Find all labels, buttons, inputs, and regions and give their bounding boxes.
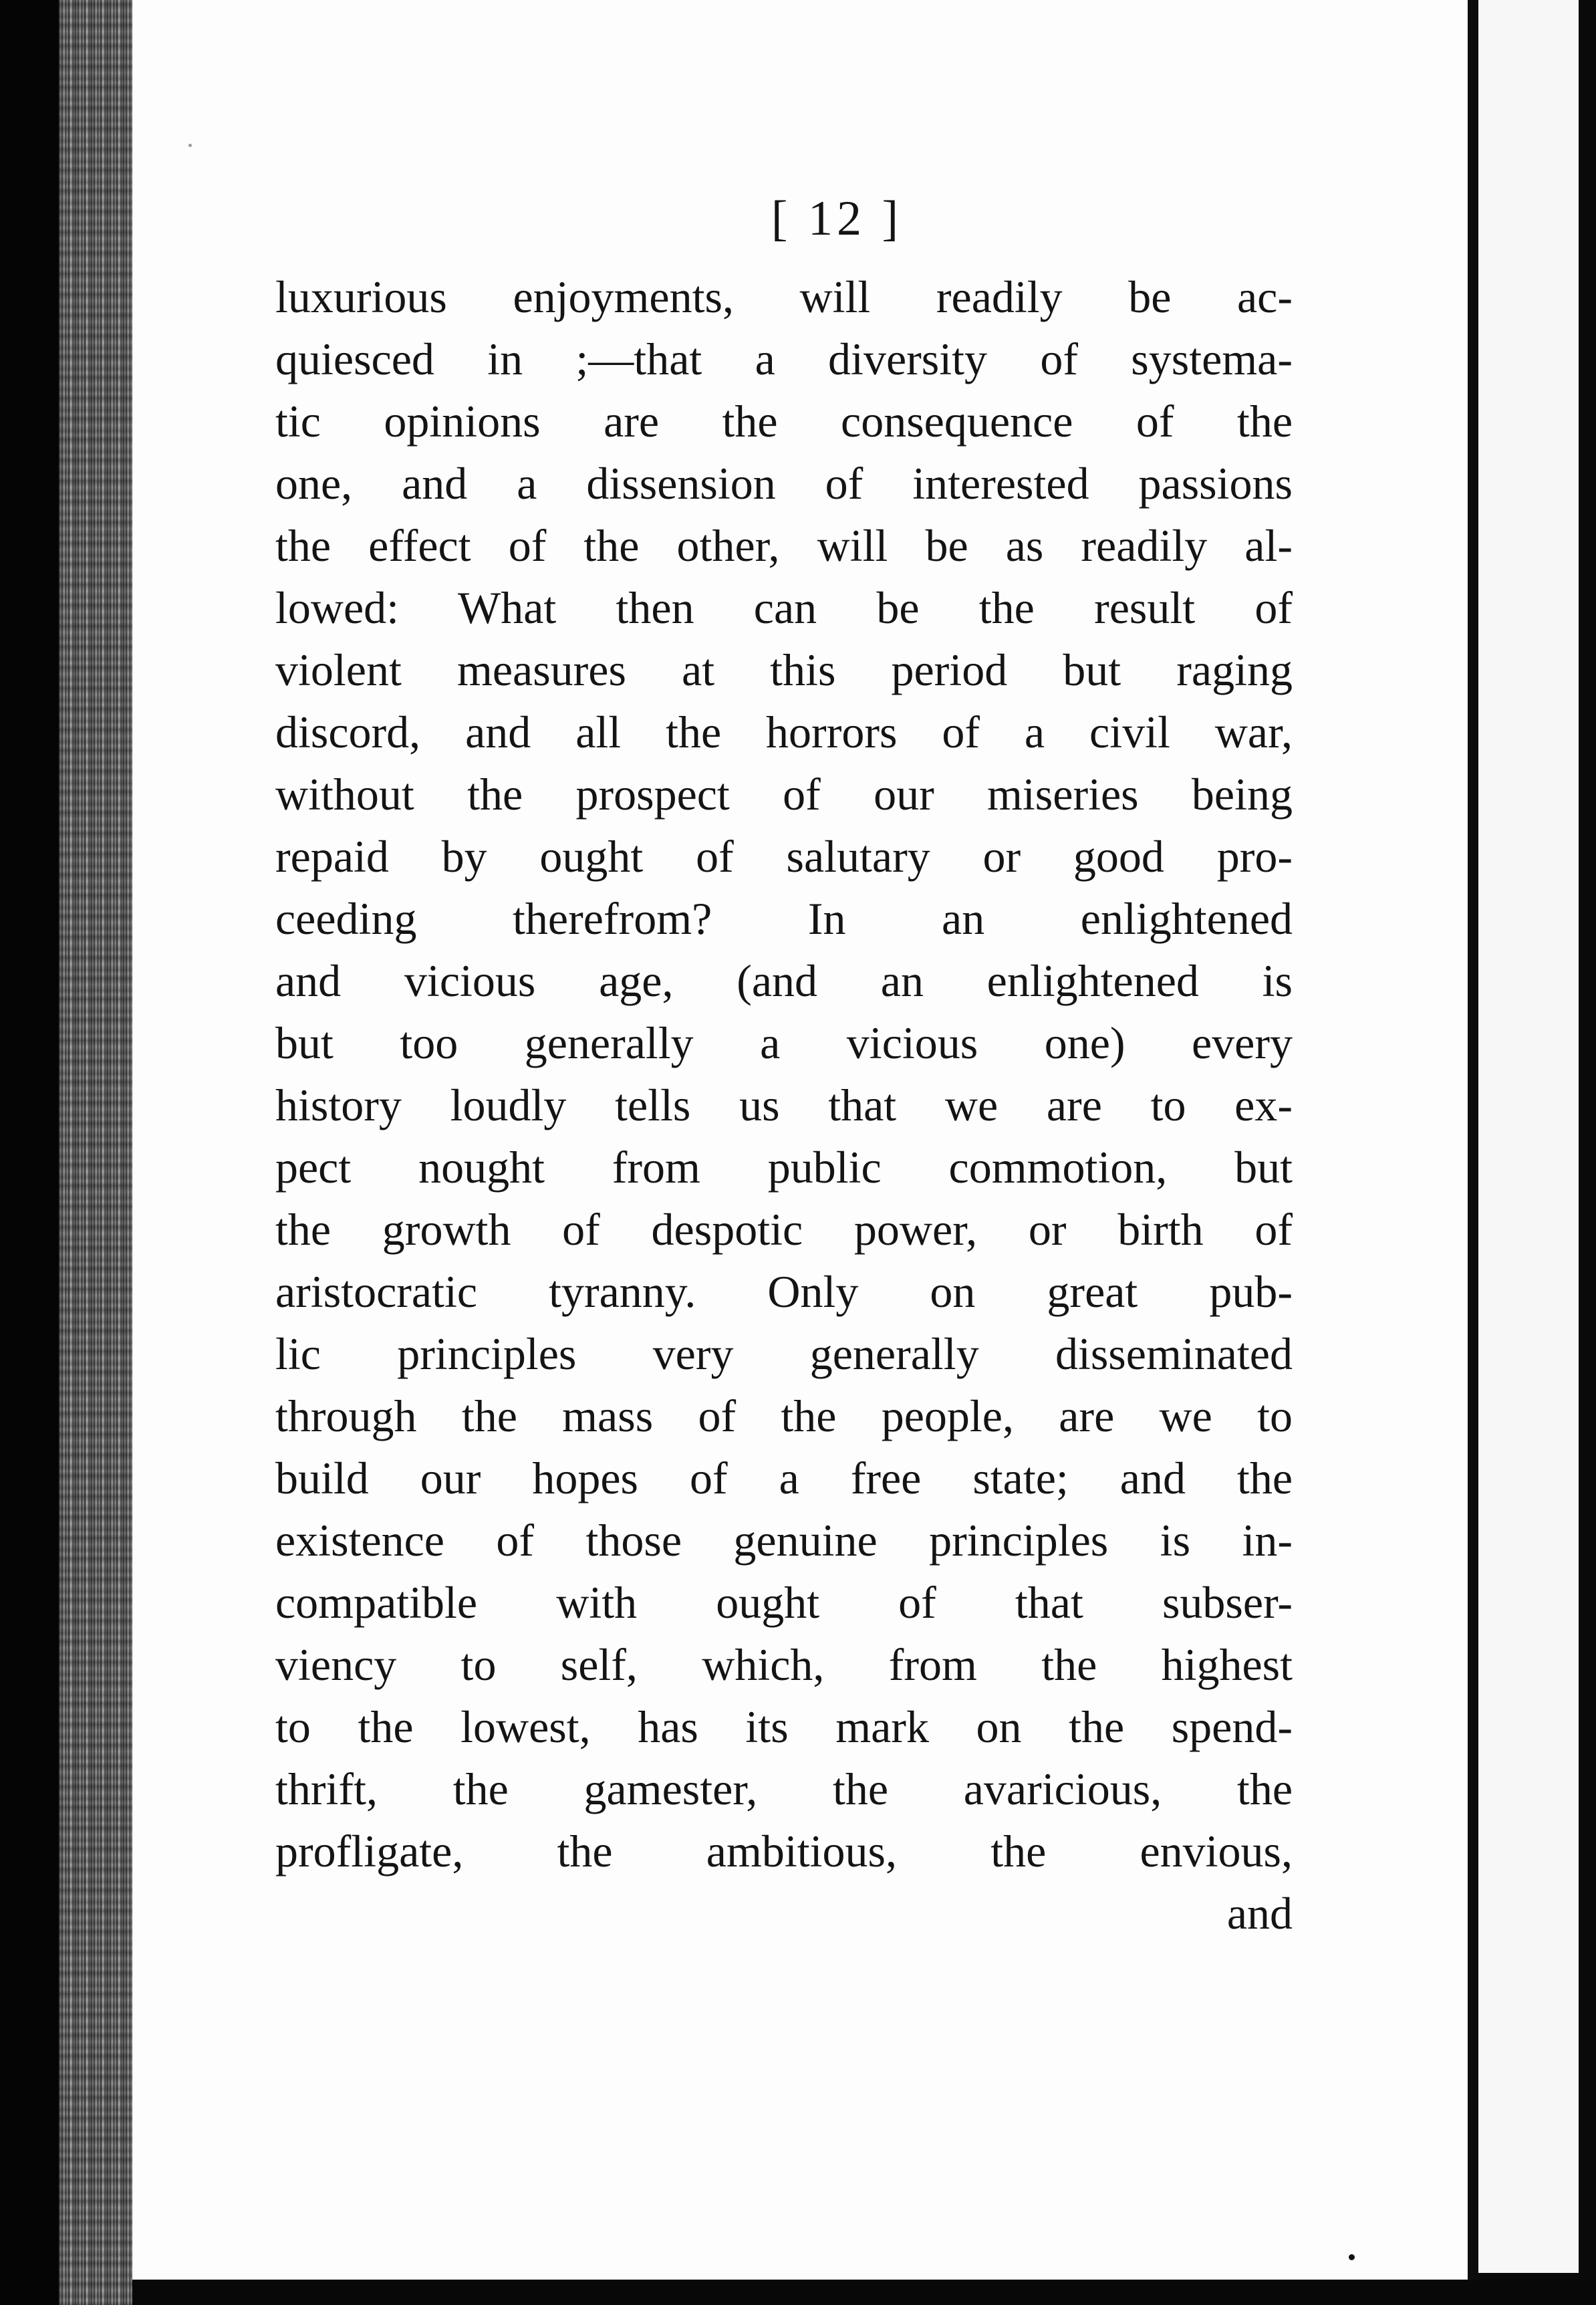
text-line: lic principles very generally disseminated [275,1328,1293,1379]
text-line: pect nought from public commotion, but [275,1142,1293,1193]
catchword: and [1226,1888,1293,1939]
text-line: the effect of the other, will be as readily al- [275,520,1293,571]
text-line: luxurious enjoyments, will readily be ac- [275,271,1293,322]
text-line: without the prospect of our miseries being [275,769,1293,820]
text-line: tic opinions are the consequence of the [275,396,1293,447]
text-line: thrift, the gamester, the avaricious, the [275,1764,1293,1814]
text-line: the growth of despotic power, or birth of [275,1204,1293,1255]
body-text [275,266,1293,1945]
text-line: to the lowest, has its mark on the spend- [275,1701,1293,1752]
text-line: but too generally a vicious one) every [275,1017,1293,1068]
text-line: discord, and all the horrors of a civil war, [275,707,1293,757]
text-line: existence of those genuine principles is in- [275,1515,1293,1566]
text-line: viency to self, which, from the highest [275,1639,1293,1690]
ink-speck [188,144,192,147]
book-spine-texture [59,0,132,2305]
text-line: through the mass of the people, are we to [275,1390,1293,1441]
text-line: ceeding therefrom? In an enlightened [275,893,1293,944]
text-line: profligate, the ambitious, the envious, [275,1826,1293,1876]
left-scan-border [0,0,59,2305]
text-line: aristocratic tyranny. Only on great pub- [275,1266,1293,1317]
page-number: [ 12 ] [771,191,903,246]
text-line: build our hopes of a free state; and the [275,1453,1293,1503]
ink-speck [1349,2254,1355,2260]
text-line: lowed: What then can be the result of [275,582,1293,633]
text-line: compatible with ought of that subser- [275,1577,1293,1628]
right-scan-border [1579,0,1596,2305]
text-line: repaid by ought of salutary or good pro- [275,831,1293,882]
text-line: history loudly tells us that we are to ex- [275,1080,1293,1130]
bottom-scan-border [132,2280,1596,2305]
text-line: violent measures at this period but raging [275,644,1293,695]
text-line: and vicious age, (and an enlightened is [275,955,1293,1006]
text-line: one, and a dissension of interested passions [275,458,1293,509]
page-gutter [1468,0,1478,2305]
adjacent-page-edge [1478,0,1579,2273]
text-line: quiesced in ;—that a diversity of systema- [275,334,1293,384]
